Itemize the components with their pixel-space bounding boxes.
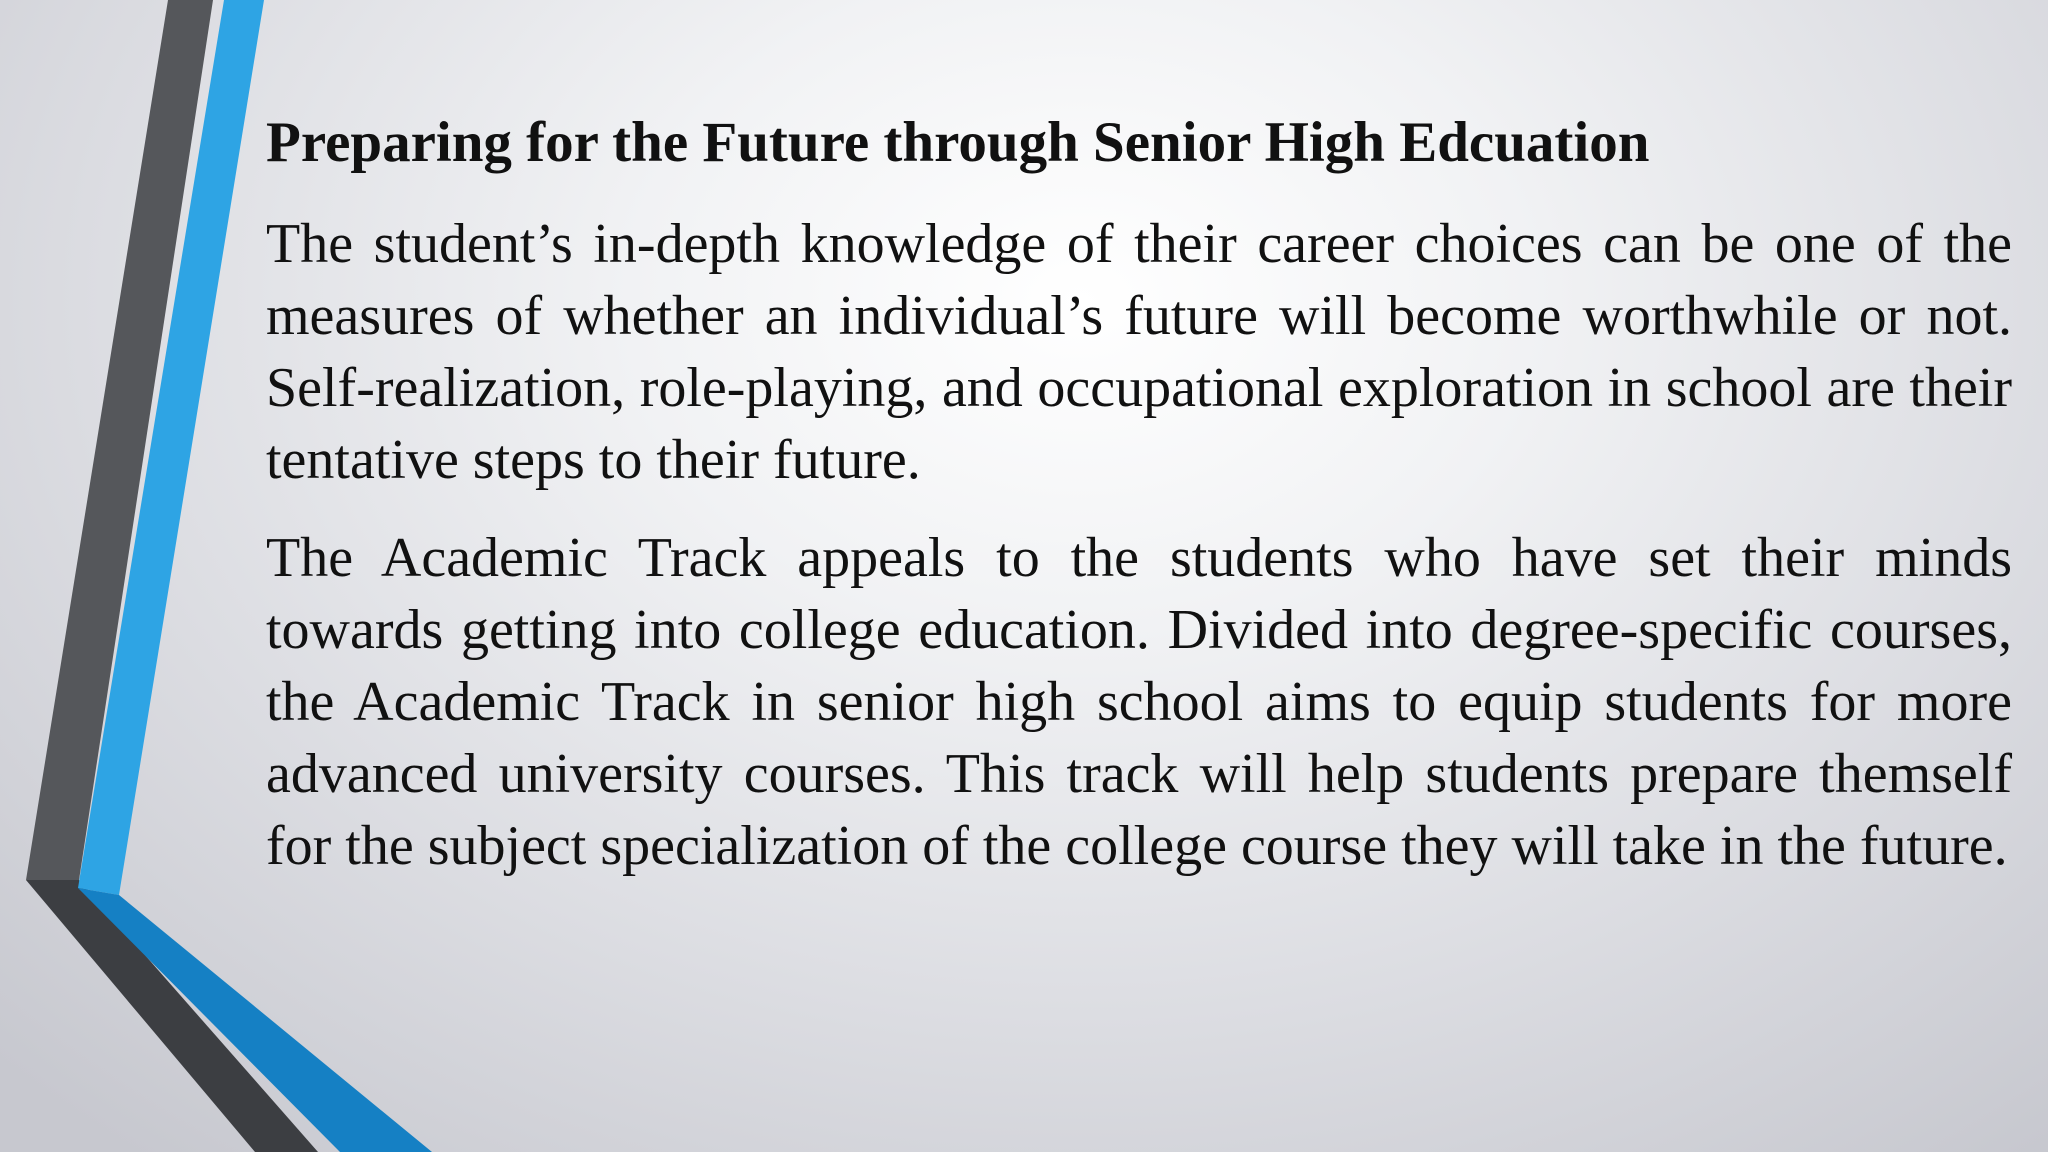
slide-content [266, 100, 2012, 908]
body-paragraph-academic-track: The Academic Track appeals to the students who have set their minds towards getting into college education. Divided into degree-specific courses, the Academic Track in senior high school aims to equip students for more advanced university courses. This track will help students prepare themself for the subject specialization of the college course they will take in the future. [266, 527, 2012, 877]
slide-title: Preparing for the Future through Senior High Edcuation [266, 111, 1650, 174]
gray-stripe-lower [26, 880, 318, 1152]
body-paragraph-career-knowledge: The student’s in-depth knowledge of their career choices can be one of the measures of whether an individual’s future will become worthwhile or not. Self-realization, role-playing, and occupational exploration in school are their tentative steps to their future. [266, 213, 2012, 491]
